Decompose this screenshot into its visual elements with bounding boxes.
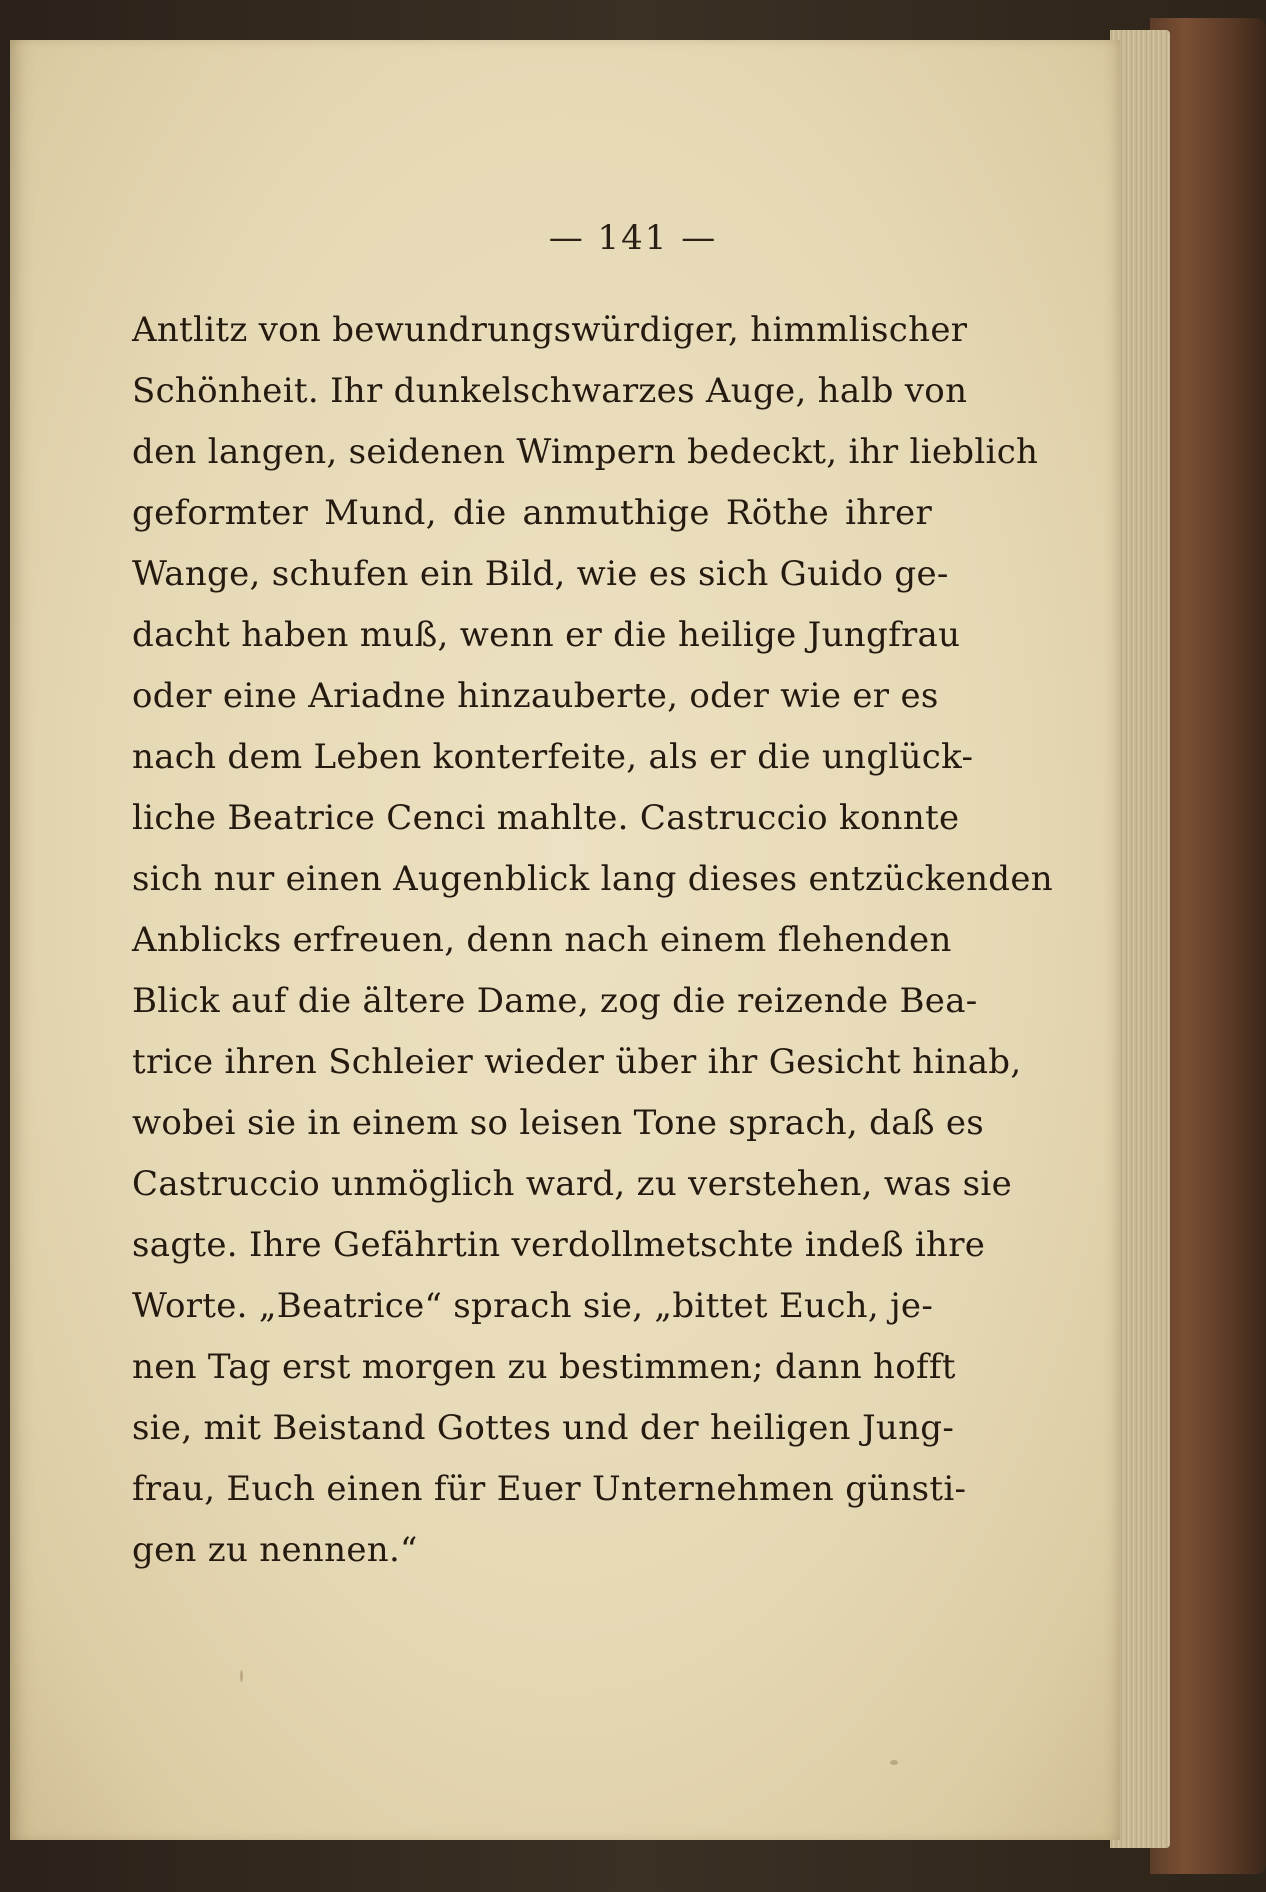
text-line: liche Beatrice Cenci mahlte. Castruccio konnte bbox=[132, 798, 960, 838]
text-line: nach dem Leben konterfeite, als er die unglück- bbox=[132, 737, 974, 777]
body-text bbox=[132, 300, 1053, 1581]
paper-fleck bbox=[240, 1670, 243, 1682]
text-line: den langen, seidenen Wimpern bedeckt, ihr lieblich bbox=[132, 432, 1039, 472]
page-number: — 141 — bbox=[548, 218, 718, 258]
paper-fleck bbox=[890, 1760, 898, 1765]
text-line: Wange, schufen ein Bild, wie es sich Guido ge- bbox=[132, 554, 949, 594]
text-line: frau, Euch einen für Euer Unternehmen günsti- bbox=[132, 1469, 967, 1509]
text-line: Anblicks erfreuen, denn nach einem flehenden bbox=[132, 920, 952, 960]
text-line: Blick auf die ältere Dame, zog die reizende Bea- bbox=[132, 981, 978, 1021]
text-line: sagte. Ihre Gefährtin verdollmetschte indeß ihre bbox=[132, 1225, 986, 1265]
text-line: Schönheit. Ihr dunkelschwarzes Auge, halb von bbox=[132, 371, 968, 411]
text-line: sich nur einen Augenblick lang dieses entzückenden bbox=[132, 859, 1053, 899]
text-line: gen zu nennen.“ bbox=[132, 1530, 418, 1570]
text-line: nen Tag erst morgen zu bestimmen; dann hofft bbox=[132, 1347, 956, 1387]
text-line: Worte. „Beatrice“ sprach sie, „bittet Euch, je- bbox=[132, 1286, 934, 1326]
text-line: sie, mit Beistand Gottes und der heiligen Jung- bbox=[132, 1408, 955, 1448]
text-line: geformter Mund, die anmuthige Röthe ihrer bbox=[132, 493, 932, 533]
text-line: Antlitz von bewundrungswürdiger, himmlischer bbox=[132, 310, 968, 350]
text-line: wobei sie in einem so leisen Tone sprach, daß es bbox=[132, 1103, 985, 1143]
text-line: trice ihren Schleier wieder über ihr Gesicht hinab, bbox=[132, 1042, 1022, 1082]
text-line: Castruccio unmöglich ward, zu verstehen, was sie bbox=[132, 1164, 1012, 1204]
text-line: dacht haben muß, wenn er die heilige Jungfrau bbox=[132, 615, 961, 655]
text-line: oder eine Ariadne hinzauberte, oder wie er es bbox=[132, 676, 939, 716]
